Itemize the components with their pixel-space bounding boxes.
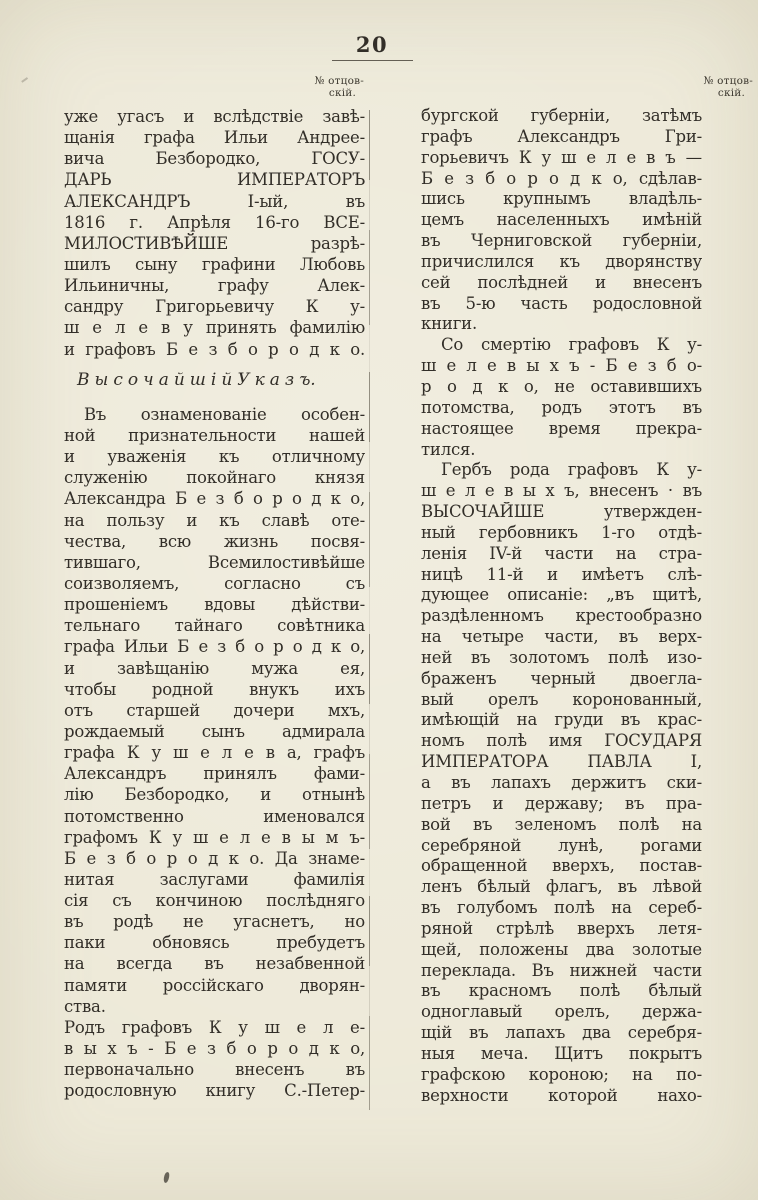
- text-line: ш е л е в у принять фамилію: [64, 318, 365, 338]
- text-line: тельнаго тайнаго совѣтника: [64, 616, 365, 636]
- page-number-rule: [332, 60, 413, 61]
- text-line: имѣющій на груди въ крас-: [421, 710, 702, 730]
- text-line: Александръ принялъ фами-: [64, 764, 365, 784]
- text-line: Александра Б е з б о р о д к о,: [64, 489, 365, 509]
- text-line: памяти россійскаго дворян-: [64, 975, 365, 995]
- text-line: МИЛОСТИВѢЙШЕ разрѣ-: [64, 233, 365, 253]
- text-line: цемъ населенныхъ имѣній: [421, 210, 702, 230]
- text-line: Б е з б о р о д к о, сдѣлав-: [421, 168, 702, 188]
- text-line: ш е л е в ы х ъ, внесенъ · въ: [421, 481, 702, 501]
- text-line: вича Безбородко, ГОСУ-: [64, 149, 365, 169]
- text-line: соизволяемъ, согласно съ: [64, 573, 365, 593]
- marginal-label-line2: скій.: [328, 86, 356, 99]
- text-line: щій въ лапахъ два серебря-: [421, 1023, 702, 1043]
- marginal-label-left: [290, 76, 364, 99]
- section-heading: В ы с о ч а й ш і й У к а з ъ.: [77, 369, 316, 390]
- text-line: отъ старшей дочери мхъ,: [64, 700, 365, 720]
- ink-blot: [163, 1172, 170, 1184]
- text-line: графскою короною; на по-: [421, 1064, 702, 1084]
- text-line: Гербъ рода графовъ К у-: [441, 460, 702, 480]
- text-line: Ильиничны, графу Алек-: [64, 276, 365, 296]
- text-line: ш е л е в ы х ъ - Б е з б о-: [421, 356, 702, 376]
- text-line: лію Безбородко, и отнынѣ: [64, 785, 365, 805]
- text-line: первоначально внесенъ въ: [64, 1060, 365, 1080]
- text-line: въ голубомъ полѣ на сереб-: [421, 898, 702, 918]
- text-line: Родъ графовъ К у ш е л е-: [64, 1017, 365, 1037]
- text-line: АЛЕКСАНДРЪ I-ый, въ: [64, 191, 365, 211]
- text-line: сей послѣдней и внесенъ: [421, 272, 702, 292]
- text-line: Б е з б о р о д к о. Да знаме-: [64, 848, 365, 868]
- marginal-label-line1: № отцов-: [703, 75, 753, 87]
- text-line: родословную книгу С.-Петер-: [64, 1081, 365, 1101]
- text-line: вой въ зеленомъ полѣ на: [421, 814, 702, 834]
- text-line: потомства, родъ этотъ въ: [421, 397, 702, 417]
- text-line: а въ лапахъ держитъ ски-: [421, 773, 702, 792]
- text-line: верхности которой нахо-: [421, 1085, 702, 1105]
- text-line: ства.: [64, 996, 106, 1016]
- text-line: графъ Александръ Гри-: [421, 126, 702, 146]
- marginal-label-right: [679, 76, 753, 99]
- text-line: шись крупнымъ владѣль-: [421, 189, 702, 209]
- text-column-right: [421, 106, 702, 1107]
- text-line: сандру Григорьевичу К у-: [64, 297, 365, 317]
- page-number: 20: [355, 32, 389, 57]
- text-line: и завѣщанію мужа ея,: [64, 658, 365, 678]
- text-line: чтобы родной внукъ ихъ: [64, 679, 365, 699]
- text-line: щей, положены два золотые: [421, 939, 702, 959]
- text-line: петръ и державу; въ пра-: [421, 793, 702, 813]
- text-line: и графовъ Б е з б о р о д к о.: [64, 339, 365, 359]
- text-line: чества, всю жизнь посвя-: [64, 531, 365, 551]
- text-line: рождаемый сынъ адмирала: [64, 721, 365, 741]
- text-line: ныя меча. Щитъ покрытъ: [421, 1043, 702, 1063]
- text-line: въ Черниговской губерніи,: [421, 231, 702, 251]
- text-line: номъ полѣ имя ГОСУДАРЯ: [421, 731, 702, 751]
- text-line: ИМПЕРАТОРА ПАВЛА I,: [421, 752, 702, 772]
- text-line: графомъ К у ш е л е в ы м ъ-: [64, 827, 365, 847]
- text-line: ней въ золотомъ полѣ изо-: [421, 647, 702, 667]
- text-line: дующее описаніе: „въ щитѣ,: [421, 585, 702, 605]
- text-line: 1816 г. Апрѣля 16-го ВСЕ-: [64, 212, 365, 232]
- text-line: вый орелъ коронованный,: [421, 689, 702, 709]
- text-line: сія съ кончиною послѣдняго: [64, 891, 365, 911]
- text-line: раздѣленномъ крестообразно: [421, 606, 702, 626]
- text-line: серебряной лунѣ, рогами: [421, 835, 702, 855]
- text-line: въ родѣ не угаснетъ, но: [64, 912, 365, 932]
- text-line: ной признательности нашей: [64, 425, 365, 445]
- text-line: в ы х ъ - Б е з б о р о д к о,: [64, 1039, 365, 1059]
- text-line: на четыре части, въ верх-: [421, 627, 702, 647]
- text-line: Со смертію графовъ К у-: [441, 335, 702, 355]
- text-line: паки обновясь пребудетъ: [64, 933, 365, 953]
- text-line: переклада. Въ нижней части: [421, 960, 702, 980]
- column-divider-rule: [369, 110, 370, 1110]
- text-line: причислился къ дворянству: [421, 251, 702, 271]
- text-line: въ 5-ю часть родословной: [421, 293, 702, 313]
- text-line: прошеніемъ вдовы дѣйстви-: [64, 595, 365, 615]
- text-line: ленъ бѣлый флагъ, въ лѣвой: [421, 877, 702, 897]
- text-line: на всегда въ незабвенной: [64, 954, 365, 974]
- marginal-label-line2: скій.: [717, 86, 745, 99]
- text-line: въ красномъ полѣ бѣлый: [421, 981, 702, 1001]
- text-line: ВЫСОЧАЙШЕ утвержден-: [421, 502, 702, 522]
- text-line: графа К у ш е л е в а, графъ: [64, 743, 365, 763]
- text-line: настоящее время прекра-: [421, 418, 702, 438]
- text-line: книги.: [421, 314, 477, 334]
- text-line: служенію покойнаго князя: [64, 468, 365, 488]
- text-line: р о д к о, не оставившихъ: [421, 376, 702, 396]
- text-line: ный гербовникъ 1-го отдѣ-: [421, 522, 702, 542]
- text-line: ряной стрѣлѣ вверхъ летя-: [421, 918, 702, 938]
- text-line: Въ ознаменованіе особен-: [84, 404, 365, 424]
- text-column-left: [64, 106, 365, 1101]
- text-line: одноглавый орелъ, держа-: [421, 1002, 702, 1022]
- text-line: бургской губерніи, затѣмъ: [421, 106, 702, 125]
- text-line: ДАРЬ ИМПЕРАТОРЪ: [64, 170, 365, 190]
- text-line: нитая заслугами фамилія: [64, 869, 365, 889]
- text-line: браженъ черный двоегла-: [421, 668, 702, 688]
- text-line: обращенной вверхъ, постав-: [421, 856, 702, 876]
- text-line: щанія графа Ильи Андрее-: [64, 128, 365, 148]
- marginal-label-line1: № отцов-: [314, 75, 364, 87]
- text-line: ницѣ 11-й и имѣетъ слѣ-: [421, 564, 702, 584]
- text-line: уже угасъ и вслѣдствіе завѣ-: [64, 107, 365, 126]
- text-line: графа Ильи Б е з б о р о д к о,: [64, 637, 365, 657]
- text-line: ленія IV-й части на стра-: [421, 543, 702, 563]
- text-line: шилъ сыну графини Любовь: [64, 254, 365, 274]
- text-line: тился.: [421, 439, 476, 459]
- text-line: на пользу и къ славѣ оте-: [64, 510, 365, 530]
- text-line: тившаго, Всемилостивѣйше: [64, 552, 365, 572]
- text-line: и уваженія къ отличному: [64, 447, 365, 467]
- text-line: горьевичъ К у ш е л е в ъ —: [421, 147, 702, 167]
- text-line: потомственно именовался: [64, 806, 365, 826]
- paper-speck: [21, 77, 28, 82]
